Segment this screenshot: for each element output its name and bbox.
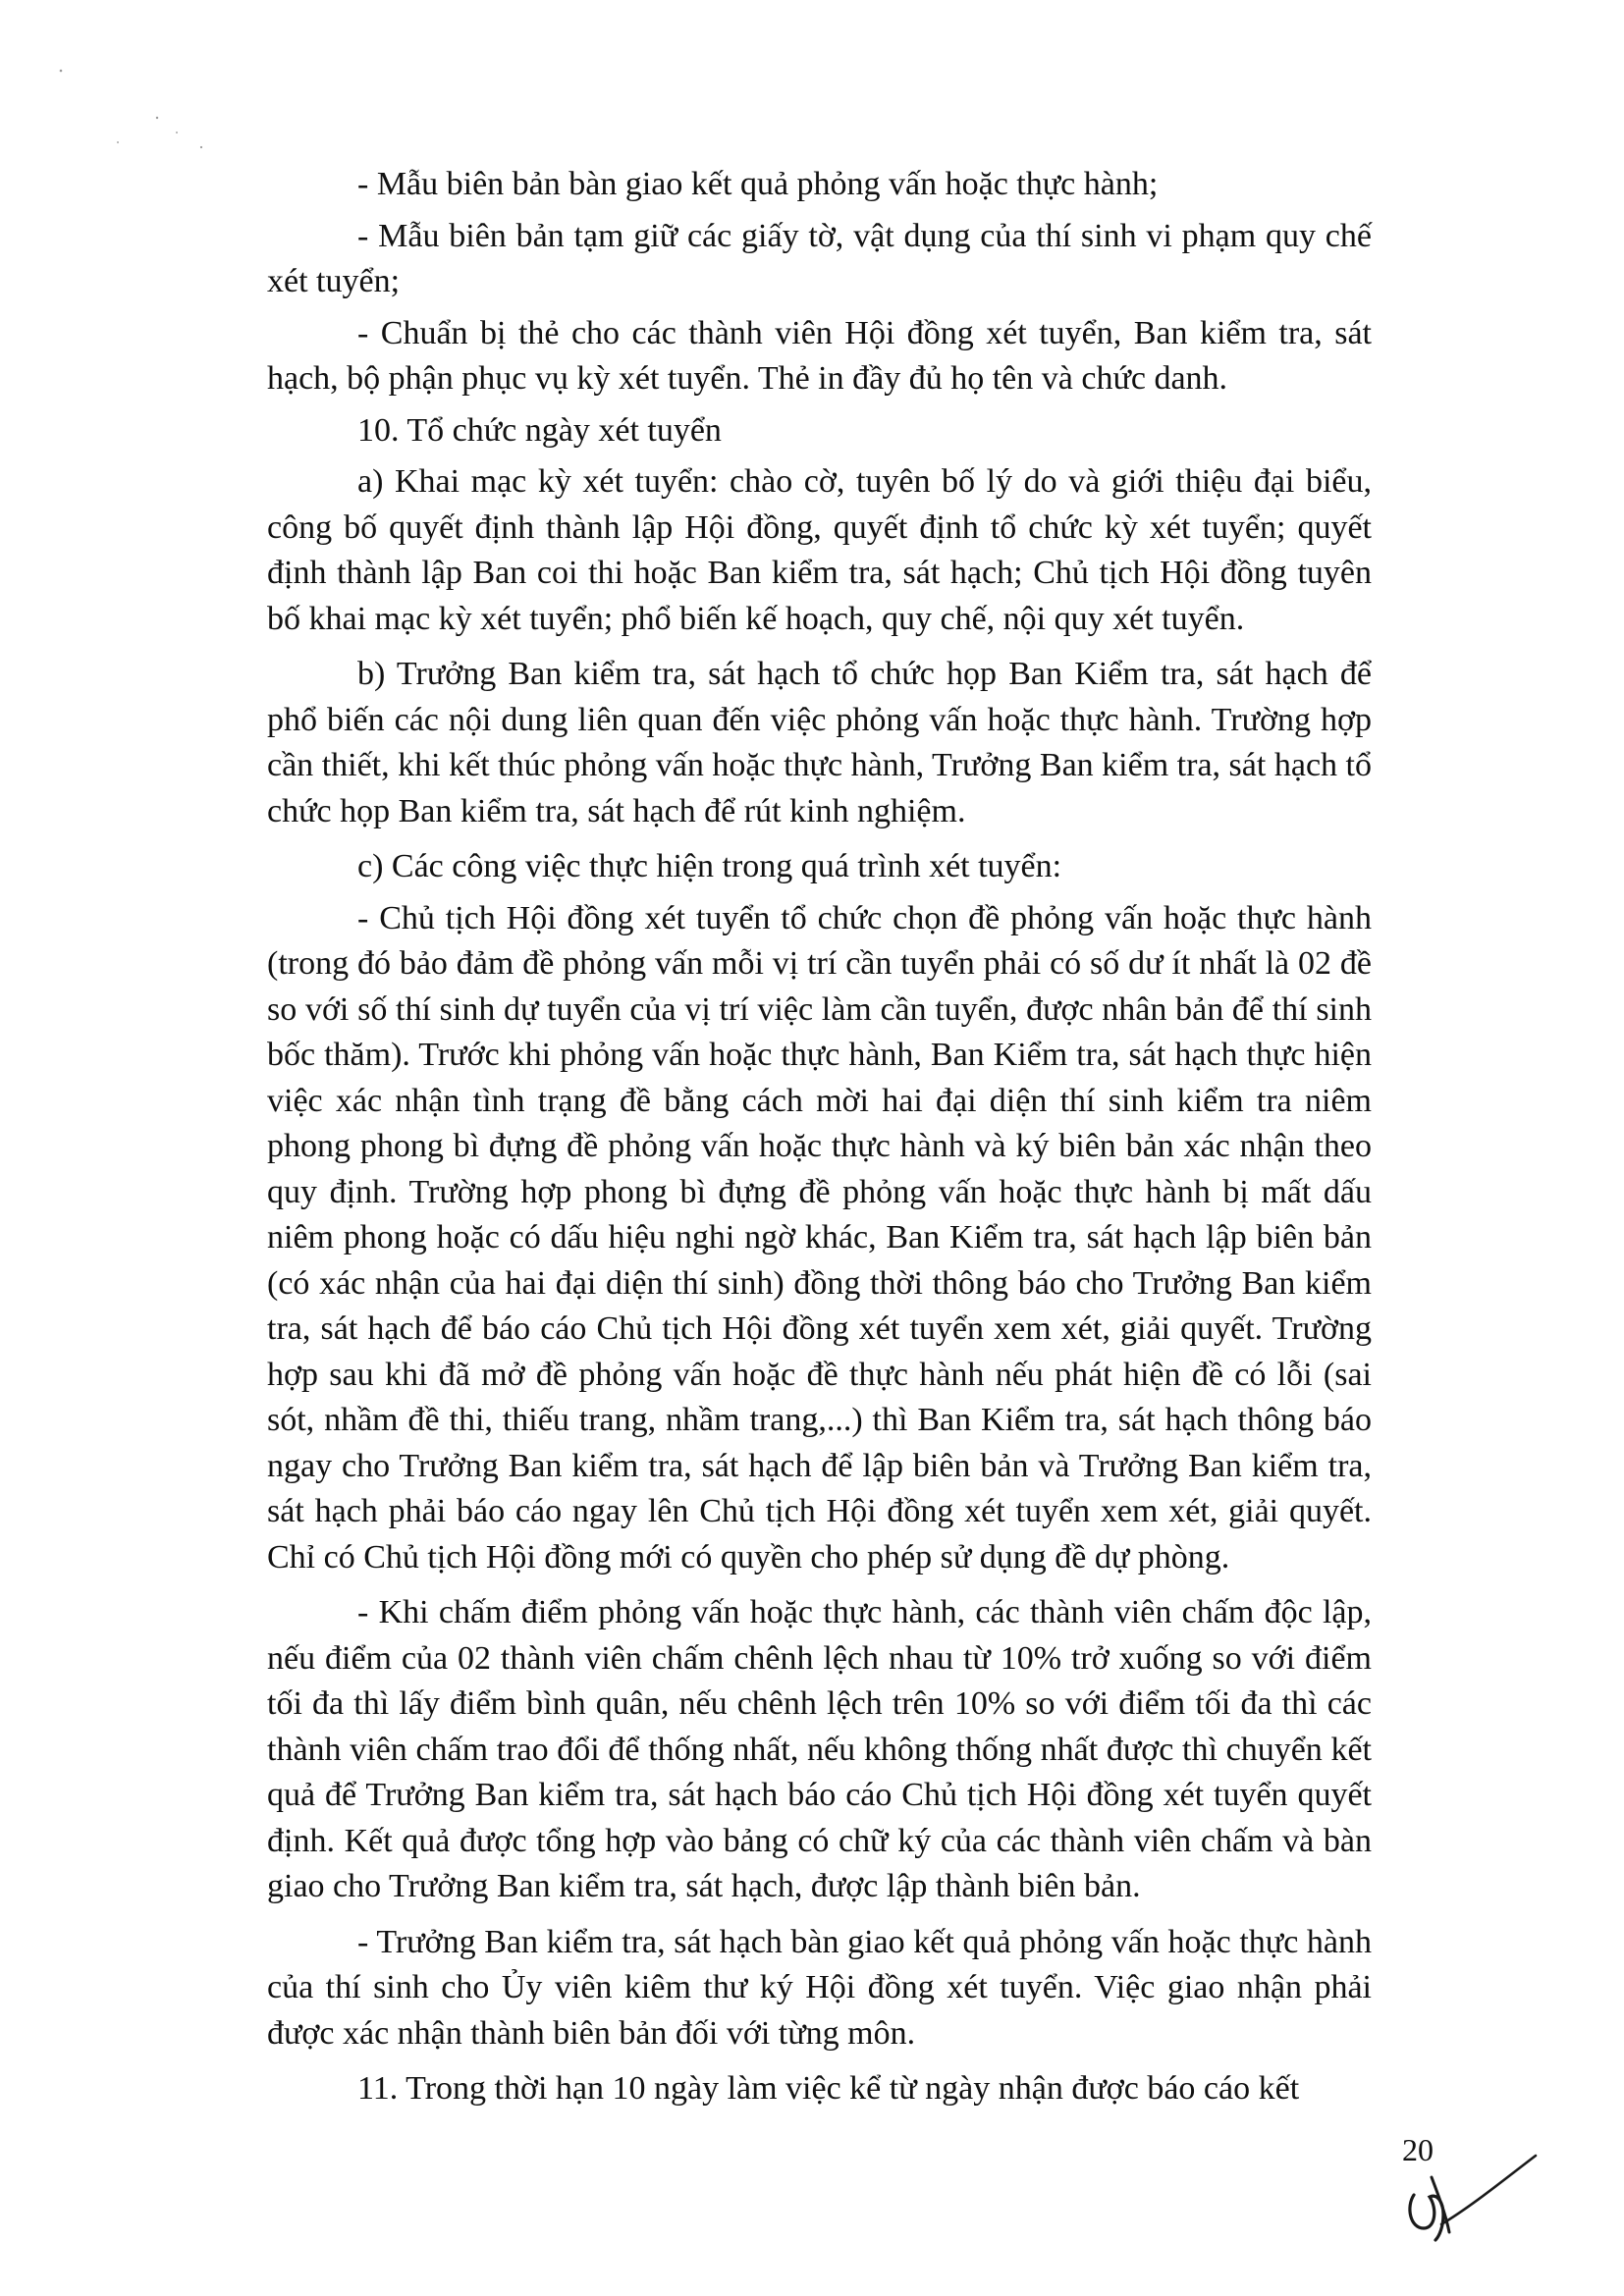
paragraph-3: - Chuẩn bị thẻ cho các thành viên Hội đồng xét tuyển, Ban kiểm tra, sát hạch, bộ phận phục vụ kỳ xét tuyển. Thẻ in đầy đủ họ tên và chức danh. xyxy=(267,314,1372,397)
paragraph-10c-1: - Chủ tịch Hội đồng xét tuyển tổ chức chọn đề phỏng vấn hoặc thực hành (trong đó bảo đảm đề phỏng vấn mỗi vị trí cần tuyển phải có số dư ít nhất là 02 đề so với số thí sinh dự tuyển của vị trí việc làm cần tuyển, được nhân bản để thí sinh bốc thăm). Trước khi phỏng vấn hoặc thực hành, Ban Kiểm tra, sát hạch thực hiện việc xác nhận tình trạng đề bằng cách mời hai đại diện thí sinh kiểm tra niêm phong phong bì đựng đề phỏng vấn hoặc thực hành và ký biên bản xác nhận theo quy định. Trường hợp phong bì đựng đề phỏng vấn hoặc thực hành bị mất dấu niêm phong hoặc có dấu hiệu nghi ngờ khác, Ban Kiểm tra, sát hạch lập biên bản (có xác nhận của hai đại diện thí sinh) đồng thời thông báo cho Trưởng Ban kiểm tra, sát hạch để báo cáo Chủ tịch Hội đồng xét tuyển xem xét, giải quyết. Trường hợp sau khi đã mở đề phỏng vấn hoặc đề thực hành nếu phát hiện đề có lỗi (sai sót, nhầm đề thi, thiếu trang, nhầm trang,...) thì Ban Kiểm tra, sát hạch thông báo ngay cho Trưởng Ban kiểm tra, sát hạch để lập biên bản và Trưởng Ban kiểm tra, sát hạch phải báo cáo ngay lên Chủ tịch Hội đồng xét tuyển xem xét, giải quyết. Chỉ có Chủ tịch Hội đồng mới có quyền cho phép sử dụng đề dự phòng. xyxy=(267,899,1372,1575)
paragraph-10c-3: - Trưởng Ban kiểm tra, sát hạch bàn giao kết quả phỏng vấn hoặc thực hành của thí sinh cho Ủy viên kiêm thư ký Hội đồng xét tuyển. Việc giao nhận phải được xác nhận thành biên bản đối với từng môn. xyxy=(267,1923,1372,2052)
paragraph-10c-2: - Khi chấm điểm phỏng vấn hoặc thực hành, các thành viên chấm độc lập, nếu điểm của 02 thành viên chấm chênh lệch nhau từ 10% trở xuống so với điểm tối đa thì lấy điểm bình quân, nếu chênh lệch trên 10% so với điểm tối đa thì các thành viên chấm trao đổi để thống nhất, nếu không thống nhất được thì chuyển kết quả để Trưởng Ban kiểm tra, sát hạch báo cáo Chủ tịch Hội đồng xét tuyển quyết định. Kết quả được tổng hợp vào bảng có chữ ký của các thành viên chấm và bàn giao cho Trưởng Ban kiểm tra, sát hạch, được lập thành biên bản. xyxy=(267,1594,1372,1904)
paragraph-10a: a) Khai mạc kỳ xét tuyển: chào cờ, tuyên bố lý do và giới thiệu đại biểu, công bố quyết định thành lập Hội đồng, quyết định tổ chức kỳ xét tuyển; quyết định thành lập Ban coi thi hoặc Ban kiểm tra, sát hạch; Chủ tịch Hội đồng tuyên bố khai mạc kỳ xét tuyển; phổ biến kế hoạch, quy chế, nội quy xét tuyển. xyxy=(267,463,1372,637)
scan-specks xyxy=(39,59,236,177)
page-number: 20 xyxy=(1402,2132,1434,2167)
paragraph-10b: b) Trưởng Ban kiểm tra, sát hạch tổ chức họp Ban Kiểm tra, sát hạch để phổ biến các nội dung liên quan đến việc phỏng vấn hoặc thực hành. Trường hợp cần thiết, khi kết thúc phỏng vấn hoặc thực hành, Trưởng Ban kiểm tra, sát hạch tổ chức họp Ban kiểm tra, sát hạch để rút kinh nghiệm. xyxy=(267,656,1372,829)
section-heading-10: 10. Tổ chức ngày xét tuyển xyxy=(357,411,722,449)
handwritten-signature-icon xyxy=(1392,2138,1540,2246)
paragraph-11: 11. Trong thời hạn 10 ngày làm việc kể từ ngày nhận được báo cáo kết xyxy=(357,2070,1300,2107)
document-body xyxy=(267,162,1372,2122)
paragraph-2: - Mẫu biên bản tạm giữ các giấy tờ, vật dụng của thí sinh vi phạm quy chế xét tuyển; xyxy=(267,217,1372,299)
paragraph-1: - Mẫu biên bản bàn giao kết quả phỏng vấn hoặc thực hành; xyxy=(357,166,1159,202)
paragraph-10c: c) Các công việc thực hiện trong quá trình xét tuyển: xyxy=(357,848,1062,884)
